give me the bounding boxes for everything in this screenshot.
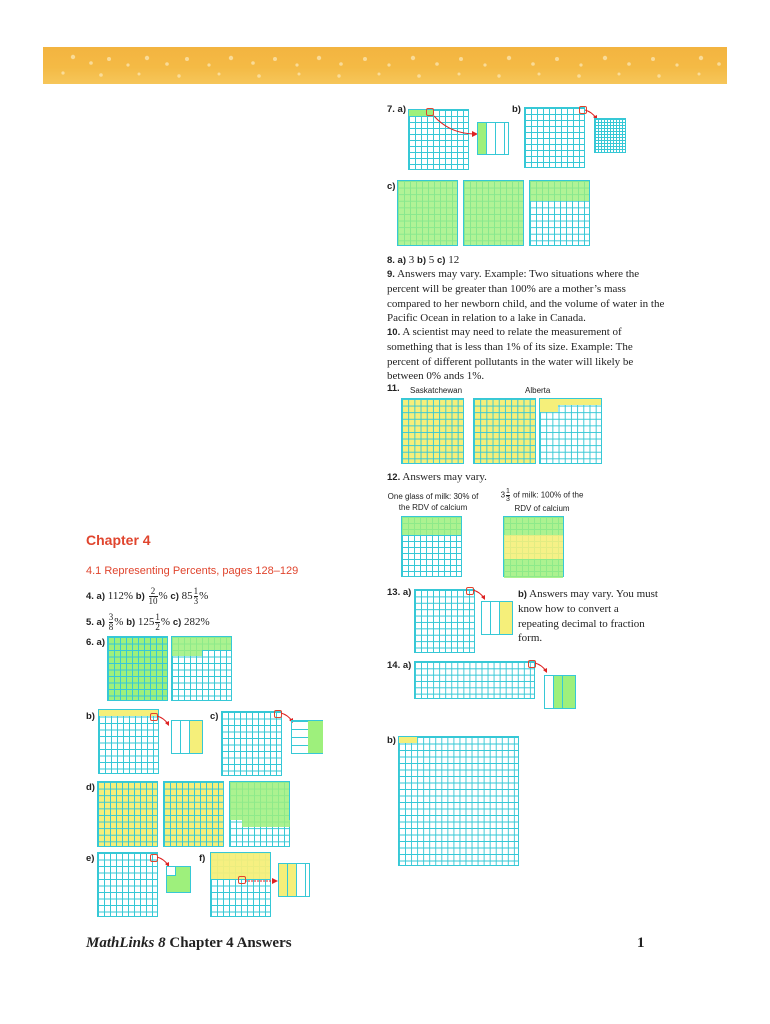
q7c-grid-3 xyxy=(529,180,590,246)
q7c-label: c) xyxy=(387,181,396,192)
q12-answer: 12. Answers may vary. xyxy=(387,471,487,483)
footer-title: MathLinks 8 Chapter 4 Answers xyxy=(86,935,292,951)
banner-dots xyxy=(43,47,727,84)
q6c-zoom-strip xyxy=(291,720,323,754)
q11-label: 11. xyxy=(387,383,400,394)
q6d-grid-3 xyxy=(229,781,290,847)
q5-answer: 5. a) $\frac{3}{8}$ % b) 125 $\frac{1}{2}$ % c) 282% xyxy=(86,612,210,632)
q14b-grid xyxy=(398,736,519,866)
q13a-zoom-arrow xyxy=(472,588,488,602)
q12-grid-1 xyxy=(401,516,462,577)
q13a-label: 13. a) xyxy=(387,587,412,598)
q12-grid-2 xyxy=(503,516,564,577)
section-title: 4.1 Representing Percents, pages 128–129 xyxy=(86,565,299,577)
page-number: 1 xyxy=(637,935,645,951)
q6f-zoom-strip xyxy=(278,863,310,897)
q7b-label: b) xyxy=(512,104,521,115)
q6b-zoom-strip xyxy=(171,720,203,754)
q6a-grid-2 xyxy=(171,636,232,701)
q6d-grid-1 xyxy=(97,781,158,847)
q10-answer: 10. A scientist may need to relate the measurement of something that is less than 1% of its size. Example: The percent of different pollutants in the water will likely be between 0% ands 1%. xyxy=(387,326,634,383)
q6e-grid xyxy=(97,852,158,917)
q6c-label: c) xyxy=(210,711,219,722)
header-banner xyxy=(43,47,727,84)
q11-grid-3 xyxy=(539,398,602,464)
q6a-label: 6. a) xyxy=(86,637,106,648)
q11-saskatchewan-caption: Saskatchewan xyxy=(410,386,463,395)
q6e-label: e) xyxy=(86,853,95,864)
q14a-label: 14. a) xyxy=(387,660,412,671)
q13a-zoom-strip xyxy=(481,601,513,635)
q7c-grid-2 xyxy=(463,180,524,246)
q9-answer: 9. Answers may vary. Example: Two situations where the percent will be greater than 100% are a mother’s mass compared to her newborn child, and the volume of water in the Pacific Ocean in relation to a lake in Canada. xyxy=(387,268,665,325)
q4-answer: 4. a) 112% b) $\frac{2}{10}$ % c) 85 $\frac{1}{3}$ % xyxy=(86,586,209,606)
q7b-zoom-grid xyxy=(594,118,626,153)
q7c-grid-1 xyxy=(397,180,458,246)
q12-caption-2: 3 $\frac{1}{3}$ of milk: 100% of the RDV of calcium xyxy=(500,488,584,513)
q6f-label: f) xyxy=(199,853,206,864)
q6f-zoom-arrow xyxy=(244,876,280,888)
q7a-zoom-strip xyxy=(477,122,509,155)
q14b-label: b) xyxy=(387,735,396,746)
q7a-label: 7. a) xyxy=(387,104,407,115)
q6b-zoom-arrow xyxy=(156,714,172,728)
q6e-zoom-cell xyxy=(166,866,191,893)
q14a-grid xyxy=(414,661,535,699)
q8-answer: 8. a) 3 b) 5 c) 12 xyxy=(387,254,460,266)
q12-caption-1: One glass of milk: 30% of the RDV of calcium xyxy=(387,492,479,512)
chapter-title: Chapter 4 xyxy=(86,532,151,548)
q14a-zoom-arrow xyxy=(534,661,550,675)
q6b-label: b) xyxy=(86,711,95,722)
q6c-grid xyxy=(221,711,282,776)
q11-grid-1 xyxy=(401,398,464,464)
q11-grid-2 xyxy=(473,398,536,464)
q6a-grid-1 xyxy=(107,636,168,701)
q13a-grid xyxy=(414,589,475,653)
q6d-label: d) xyxy=(86,782,95,793)
q11-alberta-caption: Alberta xyxy=(525,386,551,395)
q7a-zoom-arrow xyxy=(432,112,482,140)
q7b-grid xyxy=(524,107,585,168)
q6d-grid-2 xyxy=(163,781,224,847)
q13b-answer: b) Answers may vary. You must know how to convert a repeating decimal to fraction form. xyxy=(518,588,658,645)
q14a-zoom-strip xyxy=(544,675,576,709)
